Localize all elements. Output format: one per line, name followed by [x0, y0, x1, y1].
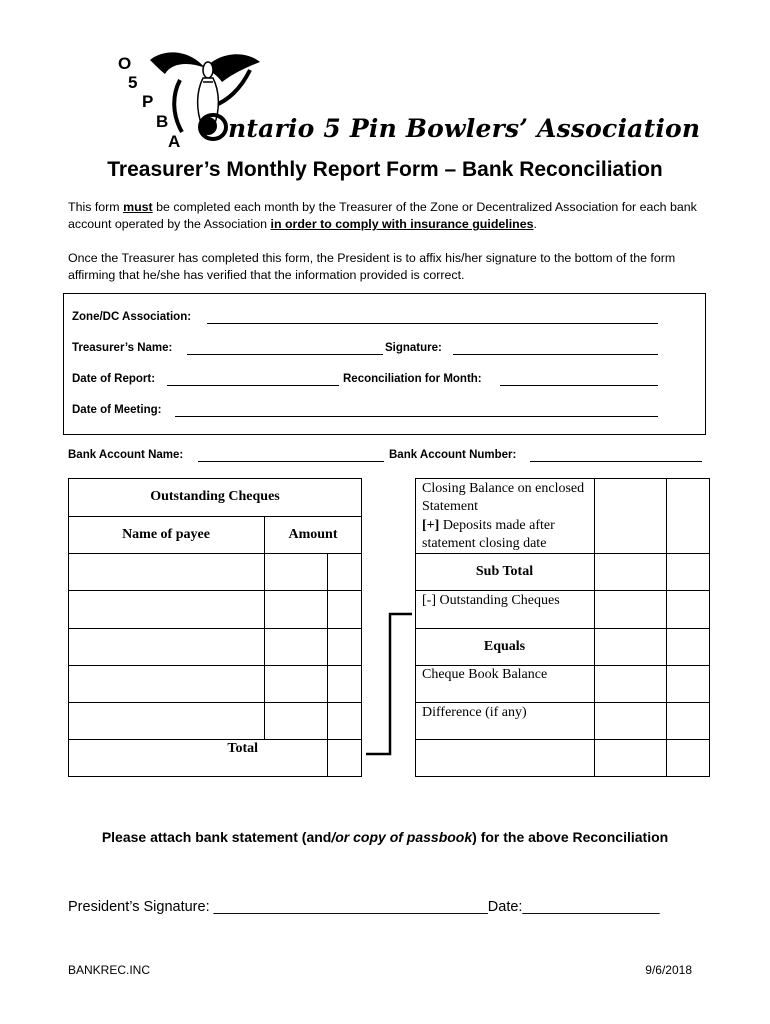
outstanding-cheques-label: [-] Outstanding Cheques	[422, 593, 560, 608]
attach-text: ) for the above Reconciliation	[472, 829, 669, 845]
bracket-connector	[362, 610, 416, 760]
cheques-total-label: Total	[227, 741, 258, 756]
logo-letter-b: B	[156, 112, 169, 131]
zone-field[interactable]	[207, 323, 658, 324]
intro-guidelines: in order to comply with insurance guidelines	[270, 217, 534, 231]
outstanding-cheques-header: Outstanding Cheques	[150, 489, 280, 504]
subtotal-label: Sub Total	[475, 564, 534, 579]
date-report-label: Date of Report:	[72, 373, 156, 385]
closing-balance-label: Closing Balance on enclosed Statement	[422, 481, 585, 514]
attach-italic: /or copy of passbook	[331, 829, 473, 845]
page-title: Treasurer’s Monthly Report Form – Bank Reconciliation	[107, 158, 663, 181]
bank-name-field[interactable]	[198, 461, 384, 462]
treasurer-label: Treasurer’s Name:	[72, 342, 173, 354]
bank-number-field[interactable]	[530, 461, 702, 462]
intro-text: This form	[68, 200, 124, 214]
date-report-field[interactable]	[167, 385, 339, 386]
bank-name-label: Bank Account Name:	[68, 449, 184, 461]
footer-filename: BANKREC.INC	[68, 963, 151, 977]
logo-big-o	[196, 112, 228, 142]
recon-month-field[interactable]	[500, 385, 658, 386]
signature-field[interactable]	[453, 354, 658, 355]
logo-letter-o: O	[118, 54, 132, 73]
treasurer-field[interactable]	[187, 354, 383, 355]
deposits-text: Deposits made after statement closing date	[422, 518, 555, 551]
logo-letter-5: 5	[128, 73, 138, 92]
bank-number-label: Bank Account Number:	[389, 449, 517, 461]
president-signature-line[interactable]: President’s Signature: __________________________________Date:_________________	[68, 899, 660, 915]
attach-note	[0, 829, 770, 845]
payee-column-header: Name of payee	[122, 527, 210, 542]
intro-must: must	[123, 200, 153, 214]
intro-paragraph-2: Once the Treasurer has completed this form, the President is to affix his/her signature to the bottom of the form affirming that he/she has verified that the information provided is correct.	[68, 251, 676, 282]
difference-label: Difference (if any)	[422, 705, 527, 720]
intro-text: .	[533, 217, 537, 231]
plus-sign: [+]	[422, 518, 440, 533]
logo-org-name: ntario 5 Pin Bowlers’ Association	[228, 114, 701, 143]
amount-column-header: Amount	[288, 527, 338, 542]
logo-letter-a: A	[168, 132, 181, 151]
intro-text: be completed each month by the Treasurer of the Zone or Decentralized Association for each bank account operated by the Association	[68, 200, 697, 231]
date-meeting-label: Date of Meeting:	[72, 404, 162, 416]
cheque-book-balance-label: Cheque Book Balance	[422, 667, 548, 682]
signature-label: Signature:	[385, 342, 442, 354]
zone-label: Zone/DC Association:	[72, 311, 192, 323]
attach-text: Please attach bank statement (and	[101, 829, 332, 845]
recon-month-label: Reconciliation for Month:	[343, 373, 482, 385]
date-meeting-field[interactable]	[175, 416, 658, 417]
intro-paragraph-1	[68, 199, 708, 233]
logo-letter-p: P	[142, 92, 154, 111]
equals-label: Equals	[483, 639, 526, 654]
deposits-label	[422, 517, 592, 553]
footer-date: 9/6/2018	[645, 963, 692, 977]
